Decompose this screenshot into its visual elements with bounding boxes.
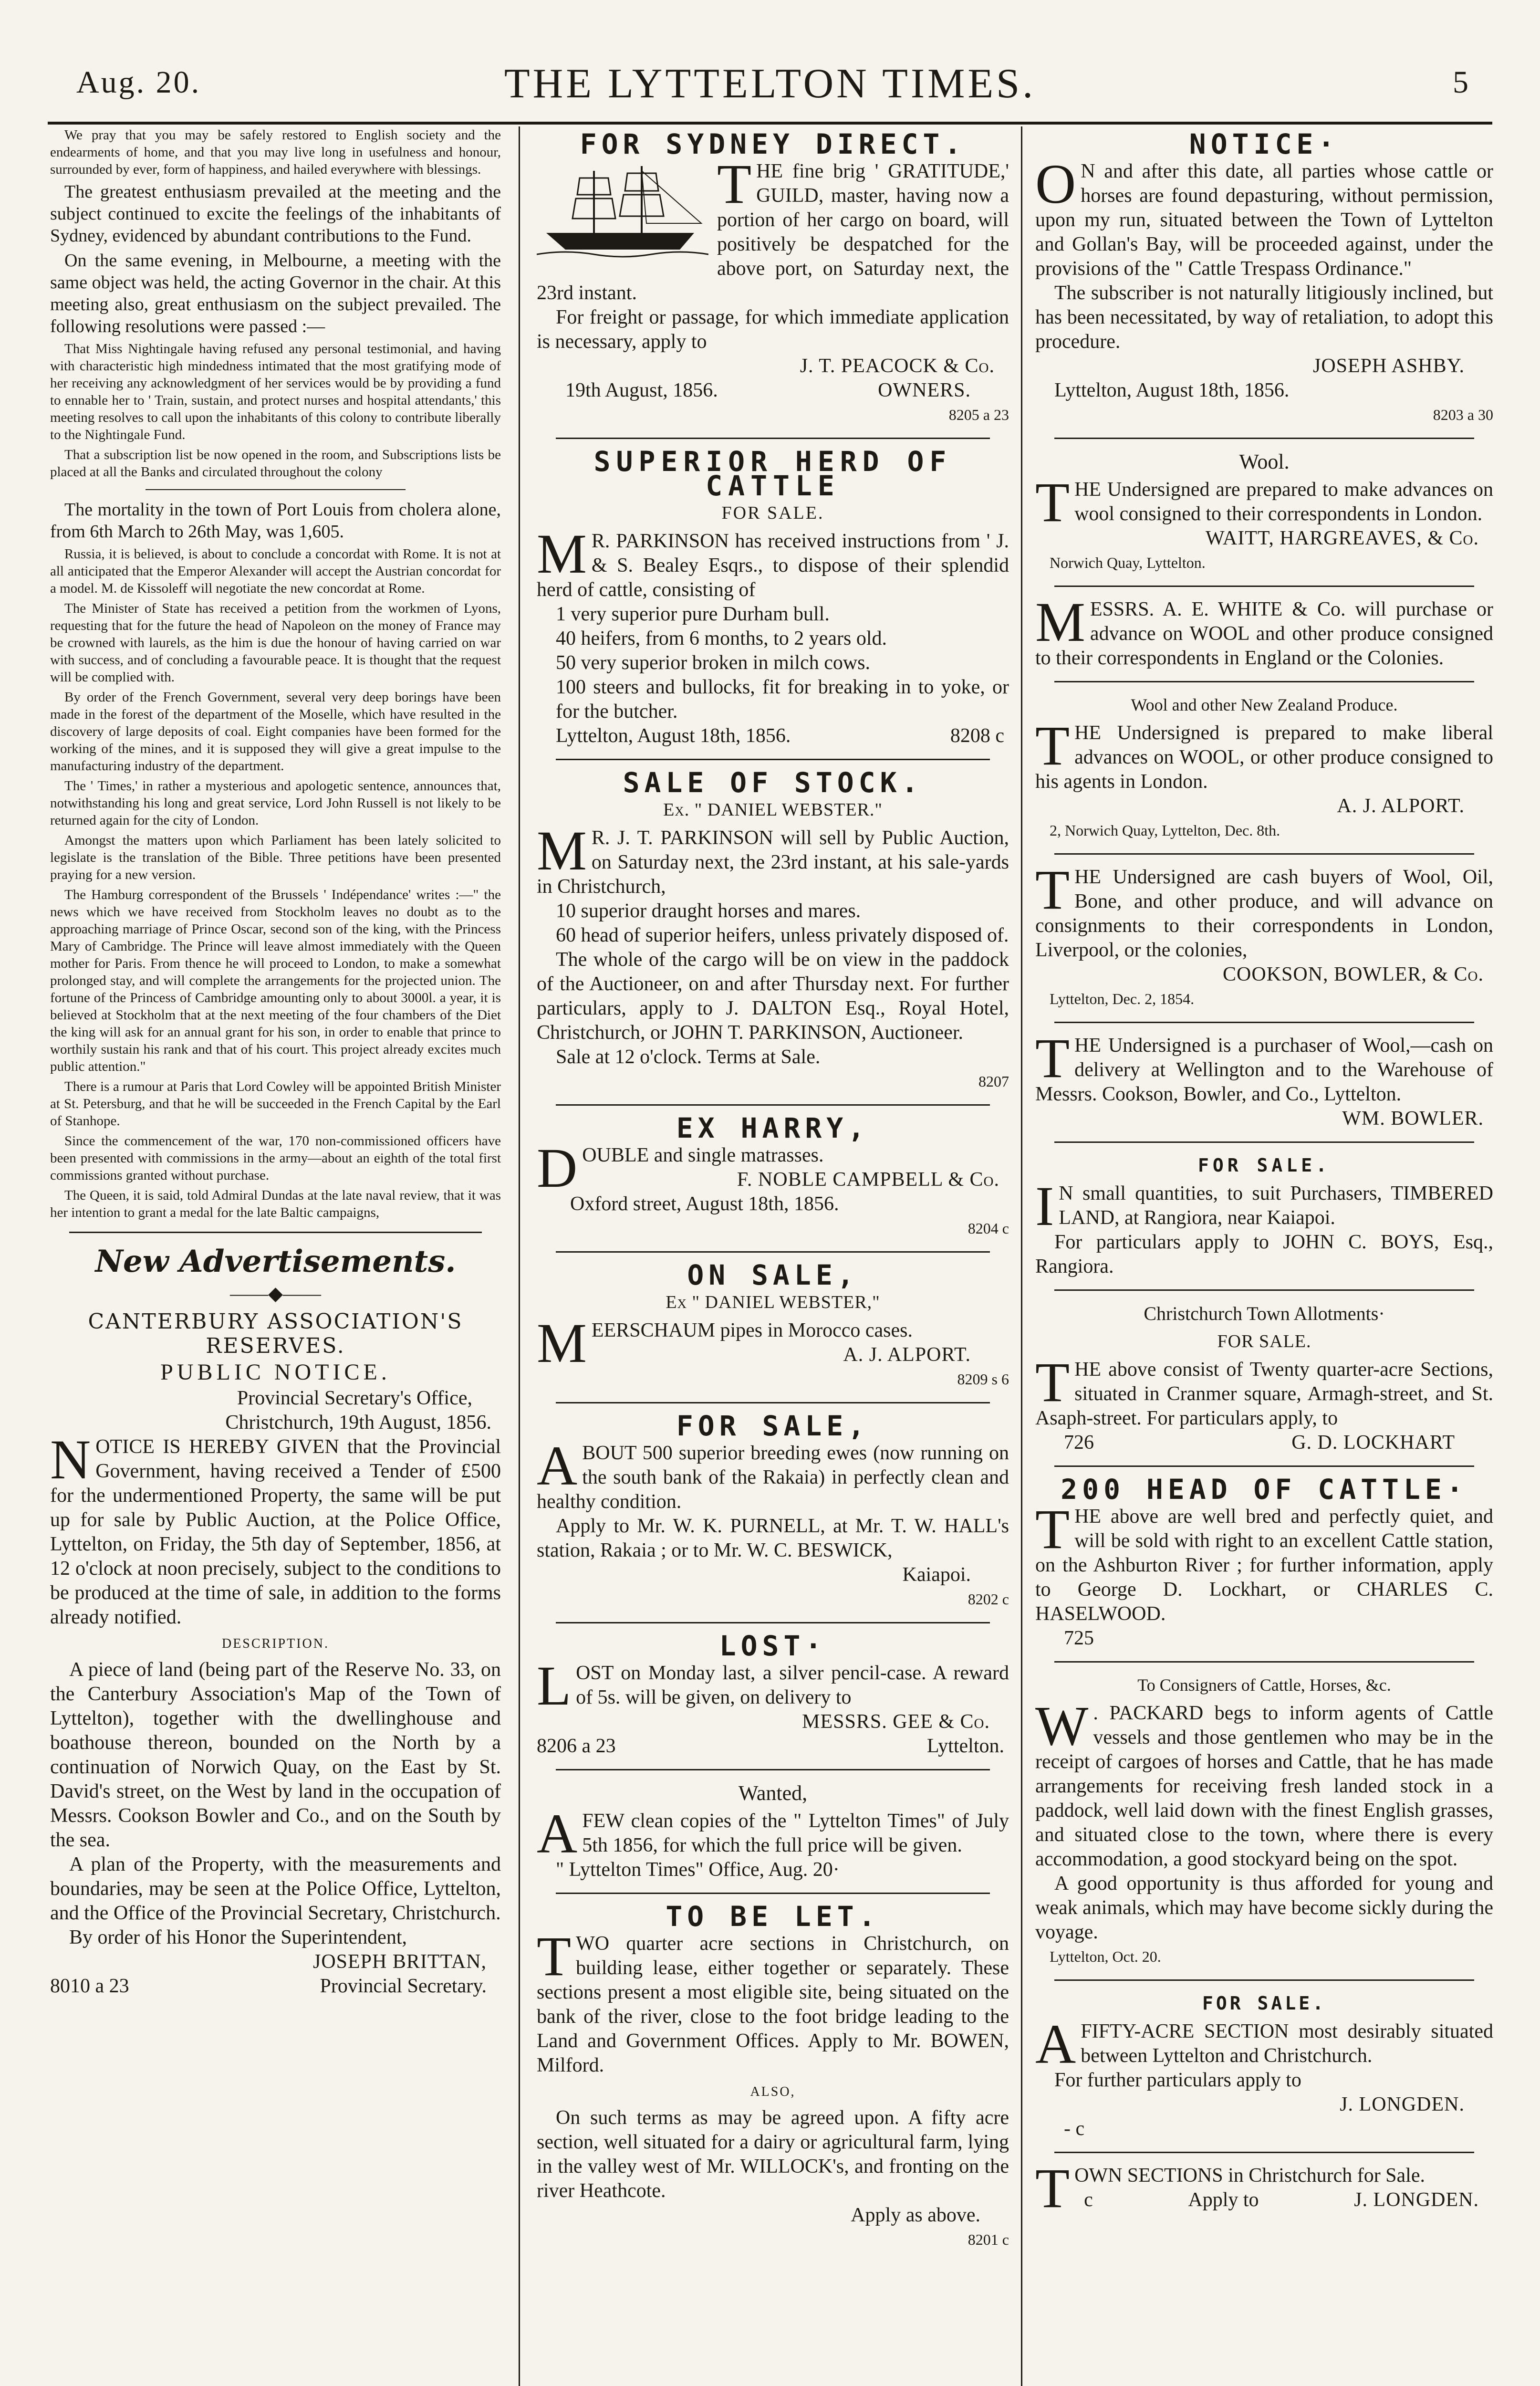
ad-heading: Christchurch Town Allotments· xyxy=(1144,1303,1385,1324)
ad-title: CANTERBURY ASSOCIATION'S RESERVES. xyxy=(88,1309,463,1358)
drop-cap: T xyxy=(717,153,752,215)
page-number: 5 xyxy=(1453,65,1468,100)
ad-apply: Apply as above. xyxy=(851,2204,980,2226)
ad-heading: LOST· xyxy=(719,1630,827,1662)
ad-date: Lyttelton, August 18th, 1856. xyxy=(1054,379,1290,401)
paragraph: There is a rumour at Paris that Lord Cowley will be appointed British Minister at St. Petersburg, and that he will be succeeded in the French Capital by the Earl of Stanhope. xyxy=(50,1079,501,1129)
paragraph: We pray that you may be safely restored to English society and the endearments of home, and that you may live long in usefulness and honour, surrounded by ever, form of happiness, and hailed everywhere with blessings. xyxy=(50,127,501,177)
ad-ref: 8010 a 23 xyxy=(50,1975,129,1997)
ad-heading: 200 HEAD OF CATTLE· xyxy=(1061,1473,1468,1506)
ad-footer xyxy=(50,1974,501,1999)
paragraph: On the same evening, in Melbourne, a meeting with the same object was held, the acting Governor in the chair. At this meeting also, great enthusiasm on the subject prevailed. The following resolutions were passed :— xyxy=(50,251,501,336)
divider xyxy=(1054,1141,1474,1143)
desc-label: DESCRIPTION. xyxy=(221,1636,329,1651)
divider xyxy=(146,489,406,490)
drop-cap: T xyxy=(1035,1351,1070,1413)
ad-heading: EX HARRY, xyxy=(676,1112,870,1144)
divider xyxy=(1054,1289,1474,1291)
paragraph: The Queen, it is said, told Admiral Dundas at the late naval review, that it was her intention to grant a medal for the late Baltic campaigns, xyxy=(50,1188,501,1220)
paragraph: Since the commencement of the war, 170 non-commissioned officers have been presented with commissions in the army—about an eighth of the total first commissions granted without purchase. xyxy=(50,1133,501,1183)
ad-wool xyxy=(1035,450,1493,575)
ad-body: HE fine brig ' GRATITUDE,' GUILD, master, having now a portion of her cargo on board, will positively be despatched for the above port, on Saturday next, the 23rd instant. xyxy=(537,160,1009,304)
ad-town-sections xyxy=(1035,2157,1493,2219)
ad-heading: FOR SALE, xyxy=(676,1410,870,1442)
paragraph: That Miss Nightingale having refused any personal testimonial, and having with characteristic high mindedness intimated that the most gratifying mode of her receiving any acknowledgment of her services would be by providing a fund to ennable her to ' Train, sustain, and protect nurses and hospital attendants,' this meeting resolves to call upon the inhabitants of this colony to contribute liberally to the Nightingale Fund. xyxy=(50,341,501,442)
ad-ref: 8202 c xyxy=(968,1591,1009,1608)
ad-signer: G. D. LOCKHART xyxy=(1291,1432,1455,1454)
ad-heading: ON SALE, xyxy=(687,1259,859,1291)
ad-body: OTICE IS HEREBY GIVEN that the Provincial Government, having received a Tender of £500 for the undermentioned Property, the same will be put up for sale by Public Auction, at the Police Office, Lyttelton, on Friday, the 5th day of September, 1856, at 12 o'clock at noon precisely, subject to the conditions to be produced at the time of sale, in addition to the forms already notified. xyxy=(50,1436,501,1628)
ad-body: For particulars apply to JOHN C. BOYS, Esq., Rangiora. xyxy=(1035,1231,1493,1277)
ad-body: OST on Monday last, a silver pencil-case. A reward of 5s. will be given, on delivery to xyxy=(576,1662,1009,1708)
lot-list xyxy=(537,899,1009,948)
ad-heading: To Consigners of Cattle, Horses, &c. xyxy=(1137,1675,1391,1695)
ad-canterbury xyxy=(50,1309,501,1999)
ad-body: HE Undersigned are prepared to make advances on wool consigned to their correspondents in London. xyxy=(1074,479,1493,525)
paragraph: That a subscription list be now opened in the room, and Subscriptions lists be placed at all the Banks and circulated throughout the colony xyxy=(50,447,501,480)
divider xyxy=(556,1622,990,1623)
divider xyxy=(556,759,990,760)
divider xyxy=(1054,681,1474,682)
ad-heading: Wanted, xyxy=(738,1781,808,1805)
paragraph: The Hamburg correspondent of the Brussels ' Indépendance' writes :—" the news which we have received from Stockholm leaves no doubt as to the approaching marriage of Prince Oscar, second son of the king, with the Princess Mary of Cambridge. The Prince will leave almost immediately with the Queen mother for Paris. From thence he will proceed to London, to make a somewhat prolonged stay, and will complete the arrangements for the projected union. The fortune of the Princess of Cambridge amounting only to about 3000l. a year, it is believed at Stockholm that at the next meeting of the four chambers of the Diet the king will ask for an annual grant for his son, in order to enable that prince to worthily sustain his rank and that of his court. This project already excites much public attention." xyxy=(50,887,501,1074)
paragraph: The greatest enthusiasm prevailed at the meeting and the subject continued to excite the feelings of the inhabitants of Sydney, evidenced by abundant contributions to the Fund. xyxy=(50,182,501,246)
ad-place: Kaiapoi. xyxy=(902,1564,971,1586)
ornament: ——◆—— xyxy=(230,1283,321,1304)
drop-cap: T xyxy=(1035,858,1070,921)
lot-list xyxy=(537,602,1009,724)
drop-cap: I xyxy=(1035,1175,1054,1237)
masthead-rule xyxy=(48,122,1492,125)
drop-cap: T xyxy=(537,1925,572,1988)
drop-cap: T xyxy=(1035,2157,1070,2219)
paragraph: The ' Times,' in rather a mysterious and apologetic sentence, announces that, notwithstanding his long and great service, Lord John Russell is not likely to be returned again for the city of London. xyxy=(50,778,501,828)
column-3 xyxy=(1035,126,1493,2219)
ad-body: For further particulars apply to xyxy=(1054,2069,1301,2091)
drop-cap: T xyxy=(1035,1027,1070,1089)
column-divider xyxy=(1021,126,1022,2386)
paragraph: By order of the French Government, several very deep borings have been made in the forest of the department of the Moselle, which have resulted in the discovery of large deposits of coal. Eight companies have been formed for the working of the mines, and it is supposed they will give a great impulse to the manufacturing industry of the department. xyxy=(50,690,501,774)
column-2 xyxy=(537,126,1009,2252)
ad-cookson xyxy=(1035,858,1493,1011)
ad-heading: SALE OF STOCK. xyxy=(623,766,923,799)
ad-subheading: Ex " DANIEL WEBSTER," xyxy=(666,1292,880,1312)
ad-200-cattle xyxy=(1035,1473,1493,1651)
ad-white xyxy=(1035,591,1493,670)
ad-body: HE above consist of Twenty quarter-acre Sections, situated in Cranmer square, Armagh-street, and St. Asaph-street. For particulars apply, to xyxy=(1035,1359,1493,1429)
ad-office: Provincial Secretary's Office, xyxy=(237,1387,472,1409)
drop-cap: M xyxy=(1035,591,1085,653)
ad-ref: c xyxy=(1084,2189,1093,2211)
ad-body: R. J. T. PARKINSON will sell by Public Auction, on Saturday next, the 23rd instant, at his sale-yards in Christchurch, xyxy=(537,827,1009,898)
lot-item: 10 superior draught horses and mares. xyxy=(556,900,861,922)
ad-forsale-ewes xyxy=(537,1410,1009,1612)
ad-date: Lyttelton, August 18th, 1856. xyxy=(556,725,791,747)
divider xyxy=(1054,1661,1474,1663)
ad-body: The whole of the cargo will be on view in the paddock of the Auctioneer, on and after Thursday next. For further particulars, apply to J. DALTON Esq., Royal Hotel, Christchurch, or JOHN T. PARKINSON, Auctioneer. xyxy=(537,949,1009,1044)
ad-body: A good opportunity is thus afforded for young and weak animals, which may have become sickly during the voyage. xyxy=(1035,1873,1493,1943)
ad-ref: 8208 c xyxy=(950,725,1004,747)
ad-ref: 8203 a 30 xyxy=(1433,406,1493,423)
ad-to-be-let xyxy=(537,1900,1009,2252)
ad-footer xyxy=(1035,1431,1493,1455)
divider xyxy=(556,1251,990,1253)
ad-body: OWN SECTIONS in Christchurch for Sale. xyxy=(1074,2165,1425,2187)
ad-signer: J. LONGDEN. xyxy=(1340,2093,1465,2115)
paragraph: The Minister of State has received a petition from the workmen of Lyons, requesting that for the future the head of Napoleon on the money of France may be crowned with laurels, as the him is due the honour of having carried on war with success, and of concluding a favourable peace. It is thought that the request will be complied with. xyxy=(50,601,501,685)
ad-body: HE above are well bred and perfectly quiet, and will be sold with right to an excellent Cattle station, on the Ashburton River ; for further information, apply to George D. Lockhart, or CHARLES C. HASELWOOD. xyxy=(1035,1506,1493,1625)
ad-timbered-land xyxy=(1035,1153,1493,1279)
ad-stock xyxy=(537,766,1009,1094)
ad-wool-nz xyxy=(1035,693,1493,843)
ad-heading: NOTICE· xyxy=(1189,128,1340,160)
paragraph: Amongst the matters upon which Parliament has been lately solicited to legislate is the translation of the Bible. Three petitions have been presented praying for a new version. xyxy=(50,833,501,882)
ad-body: N and after this date, all parties whose cattle or horses are found depasturing, without permission, upon my run, situated between the Town of Lyttelton and Gollan's Bay, will be proceeded against, under the provisions of the " Cattle Trespass Ordinance." xyxy=(1035,160,1493,280)
drop-cap: T xyxy=(1035,714,1070,777)
ad-body: Apply to Mr. W. K. PURNELL, at Mr. T. W. HALL's station, Rakaia ; or to Mr. W. C. BESWICK, xyxy=(537,1515,1009,1561)
ad-body: For freight or passage, for which immediate application is necessary, apply to xyxy=(537,306,1009,353)
ad-signer: WM. BOWLER. xyxy=(1342,1108,1484,1130)
ad-date: 19th August, 1856. xyxy=(565,379,718,401)
ad-body: FIFTY-ACRE SECTION most desirably situated between Lyttelton and Christchurch. xyxy=(1081,2020,1493,2067)
ad-ref: 726 xyxy=(1064,1432,1094,1454)
ad-heading: TO BE LET. xyxy=(666,1900,880,1933)
ad-allotments xyxy=(1035,1301,1493,1455)
drop-cap: M xyxy=(537,1312,587,1374)
ad-agent: J. T. PEACOCK & Co. xyxy=(800,355,995,377)
ad-ref: 8209 s 6 xyxy=(957,1371,1009,1388)
drop-cap: M xyxy=(537,819,587,882)
divider xyxy=(1054,853,1474,855)
ad-date: Oxford street, August 18th, 1856. xyxy=(570,1193,839,1215)
ad-ref: - c xyxy=(1064,2118,1085,2140)
divider xyxy=(556,1893,990,1894)
ad-bowler xyxy=(1035,1027,1493,1131)
ad-body: BOUT 500 superior breeding ewes (now running on the south bank of the Rakaia) in perfectly clean and healthy condition. xyxy=(537,1442,1009,1513)
divider xyxy=(1054,2152,1474,2153)
drop-cap: A xyxy=(1035,2013,1076,2075)
divider xyxy=(556,1402,990,1403)
drop-cap: L xyxy=(537,1654,572,1717)
ad-heading: FOR SYDNEY DIRECT. xyxy=(580,128,966,160)
divider xyxy=(556,1104,990,1106)
drop-cap: T xyxy=(1035,1498,1070,1560)
drop-cap: D xyxy=(537,1137,578,1199)
ad-body: EERSCHAUM pipes in Morocco cases. xyxy=(591,1319,913,1341)
issue-date: Aug. 20. xyxy=(76,65,201,100)
sailing-ship-icon xyxy=(537,161,708,262)
column-1 xyxy=(50,126,501,1999)
ad-sale-terms: Sale at 12 o'clock. Terms at Sale. xyxy=(556,1046,821,1068)
ad-ref: 8207 xyxy=(978,1073,1009,1090)
ad-office: " Lyttelton Times" Office, Aug. 20· xyxy=(556,1859,840,1881)
ad-ref: 8206 a 23 xyxy=(537,1735,616,1757)
ad-herd xyxy=(537,445,1009,748)
masthead xyxy=(0,55,1540,122)
divider xyxy=(1054,1022,1474,1023)
divider xyxy=(1054,438,1474,439)
ad-ref: 8204 c xyxy=(968,1220,1009,1237)
ad-packard xyxy=(1035,1673,1493,1969)
ad-date: Lyttelton, Oct. 20. xyxy=(1050,1948,1161,1965)
ad-place: Lyttelton. xyxy=(926,1735,1004,1757)
ad-place: Norwich Quay, Lyttelton. xyxy=(1050,554,1206,571)
ad-subheading: FOR SALE. xyxy=(721,503,824,523)
drop-cap: A xyxy=(537,1802,578,1865)
ad-body: On such terms as may be agreed upon. A fifty acre section, well situated for a dairy or agricultural farm, lying in the valley west of Mr. WILLOCK's, and fronting on the river Heathcote. xyxy=(537,2107,1009,2202)
ad-signer: COOKSON, BOWLER, & Co. xyxy=(1223,963,1484,985)
ad-body: R. PARKINSON has received instructions from ' J. & S. Bealey Esqrs., to dispose of their splendid herd of cattle, consisting of xyxy=(537,530,1009,601)
ad-sydney xyxy=(537,128,1009,427)
ad-body: ESSRS. A. E. WHITE & Co. will purchase or advance on WOOL and other produce consigned to their correspondents in England or the Colonies. xyxy=(1035,598,1493,669)
also-label: ALSO, xyxy=(750,2084,796,2099)
ad-agent: A. J. ALPORT. xyxy=(843,1344,971,1366)
drop-cap: N xyxy=(50,1428,91,1491)
ad-heading: Wool and other New Zealand Produce. xyxy=(1131,695,1398,714)
ad-plan: A plan of the Property, with the measurements and boundaries, may be seen at the Police Office, Lyttelton, and the Office of the Provincial Secretary, Christchurch. xyxy=(50,1853,501,1924)
ad-ref: 8201 c xyxy=(968,2231,1009,2248)
drop-cap: W xyxy=(1035,1695,1089,1757)
news-text xyxy=(50,499,501,1221)
ad-signer: JOSEPH BRITTAN, xyxy=(312,1951,487,1973)
ad-signer: WAITT, HARGREAVES, & Co. xyxy=(1205,527,1479,549)
ad-footer xyxy=(537,1734,1009,1758)
ad-agent: F. NOBLE CAMPBELL & Co. xyxy=(737,1169,999,1191)
ad-body: OUBLE and single matrasses. xyxy=(582,1144,824,1166)
ad-wanted xyxy=(537,1781,1009,1882)
ad-heading: Wool. xyxy=(1239,450,1290,473)
column-divider xyxy=(519,126,520,2386)
ad-harry xyxy=(537,1112,1009,1241)
ad-agent: MESSRS. GEE & Co. xyxy=(802,1711,990,1733)
paper-title: THE LYTTELTON TIMES. xyxy=(504,61,1036,107)
ad-footer xyxy=(537,724,1009,748)
ad-lost xyxy=(537,1630,1009,1758)
ad-dateline xyxy=(537,378,1009,403)
ad-body: . PACKARD begs to inform agents of Cattle vessels and those gentlemen who may be in the receipt of cargoes of horses and Cattle, that he has made arrangements for receiving fresh landed stock in a paddock, well laid down with the finest English grasses, and situated close to the town, where there is every accommodation, a good stockyard being on the spot. xyxy=(1035,1702,1493,1870)
ad-subtitle: PUBLIC NOTICE. xyxy=(160,1360,391,1385)
paragraph: The mortality in the town of Port Louis from cholera alone, from 6th March to 26th May, was 1,605. xyxy=(50,500,501,542)
divider xyxy=(556,1769,990,1770)
ad-body: HE Undersigned is a purchaser of Wool,—cash on delivery at Wellington and to the Warehouse of Messrs. Cookson, Bowler, and Co., Lyttelton. xyxy=(1035,1035,1493,1105)
ad-body: FEW clean copies of the " Lyttelton Times" of July 5th 1856, for which the full price will be given. xyxy=(582,1810,1009,1856)
ad-subheading: Ex. " DANIEL WEBSTER." xyxy=(663,800,883,820)
ad-subheading: FOR SALE. xyxy=(1217,1331,1311,1351)
ad-body: HE Undersigned is prepared to make liberal advances on WOOL, or other produce consigned to his agents in London. xyxy=(1035,722,1493,793)
divider xyxy=(1054,1979,1474,1981)
ad-notice xyxy=(1035,128,1493,427)
lot-item: 100 steers and bullocks, fit for breaking in to yoke, or for the butcher. xyxy=(556,676,1009,722)
ad-date: Lyttelton, Dec. 2, 1854. xyxy=(1050,990,1195,1007)
section-heading: New Advertisements. xyxy=(95,1244,456,1279)
lot-item: 1 very superior pure Durham bull. xyxy=(556,603,830,625)
ad-body: N small quantities, to suit Purchasers, TIMBERED LAND, at Rangiora, near Kaiapoi. xyxy=(1059,1183,1493,1229)
ad-order: By order of his Honor the Superintendent, xyxy=(69,1926,407,1948)
ad-signer: A. J. ALPORT. xyxy=(1337,795,1465,817)
divider xyxy=(69,1232,482,1233)
ad-signer: J. LONGDEN. xyxy=(1354,2189,1479,2211)
drop-cap: M xyxy=(537,523,587,585)
ad-body: HE Undersigned are cash buyers of Wool, Oil, Bone, and other produce, and will advance on consignments to their correspondents in London, Liverpool, or the colonies, xyxy=(1035,866,1493,961)
ad-apply: Apply to xyxy=(1188,2189,1259,2211)
news-text xyxy=(50,126,501,481)
ad-signer: JOSEPH ASHBY. xyxy=(1312,355,1465,377)
ad-heading: FOR SALE. xyxy=(1198,1155,1331,1176)
divider xyxy=(556,438,990,439)
ad-description: A piece of land (being part of the Reserve No. 33, on the Canterbury Association's Map of the Town of Lyttelton), together with the dwellinghouse and boathouse thereon, bounded on the North by a continuation of Norwich Quay, on the East by St. David's street, on the West by land in the occupation of Messrs. Cookson Bowler and Co., and on the South by the sea. xyxy=(50,1659,501,1851)
ad-owners: OWNERS. xyxy=(878,379,971,401)
ad-onsale xyxy=(537,1259,1009,1392)
ad-body: The subscriber is not naturally litigiously inclined, but has been necessitated, by way of retaliation, to adopt this procedure. xyxy=(1035,282,1493,353)
drop-cap: T xyxy=(1035,471,1070,534)
ad-ref: 725 xyxy=(1064,1627,1094,1649)
lot-item: 50 very superior broken in milch cows. xyxy=(556,652,871,674)
ad-ref: 8205 a 23 xyxy=(948,406,1009,423)
ad-heading: SUPERIOR HERD OF CATTLE xyxy=(593,445,952,502)
lot-item: 60 head of superior heifers, unless privately disposed of. xyxy=(556,924,1009,946)
ad-dateline: Christchurch, 19th August, 1856. xyxy=(225,1412,491,1434)
divider xyxy=(1054,586,1474,587)
ad-footer xyxy=(1074,2188,1493,2212)
ad-signer-title: Provincial Secretary. xyxy=(320,1975,487,1997)
lot-item: 40 heifers, from 6 months, to 2 years old. xyxy=(556,628,887,649)
ad-place: 2, Norwich Quay, Lyttelton, Dec. 8th. xyxy=(1050,822,1280,839)
divider xyxy=(1054,1465,1474,1467)
drop-cap: A xyxy=(537,1434,578,1497)
paragraph: Russia, it is believed, is about to conclude a concordat with Rome. It is not at all anticipated that the Emperor Alexander will accept the Austrian concordat for a model. M. de Kissoleff will negotiate the new concordat at Rome. xyxy=(50,546,501,596)
drop-cap: O xyxy=(1035,153,1076,215)
ad-fifty-acre xyxy=(1035,1991,1493,2141)
ad-heading: FOR SALE. xyxy=(1202,1993,1326,2014)
ad-body: WO quarter acre sections in Christchurch, on building lease, either together or separately. These sections present a most eligible site, being situated on the bank of the river, close to the foot bridge leading to the Land and Government Offices. Apply to Mr. BOWEN, Milford. xyxy=(537,1933,1009,2076)
